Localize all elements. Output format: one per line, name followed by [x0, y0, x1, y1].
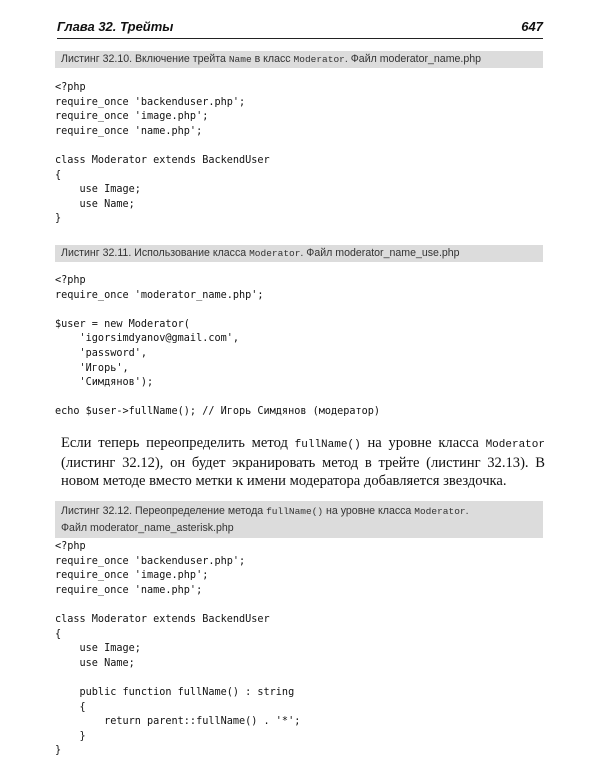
caption-text: на уровне класса: [323, 505, 415, 517]
caption-text: Листинг 32.10. Включение трейта: [61, 53, 229, 65]
caption-line-2: Файл moderator_name_asterisk.php: [61, 522, 234, 534]
caption-text: .: [465, 505, 469, 517]
caption-text: . Файл moderator_name_use.php: [300, 247, 460, 259]
body-paragraph: [61, 434, 545, 491]
paragraph-code: Moderator: [485, 439, 545, 451]
caption-code: Moderator: [249, 248, 301, 259]
caption-text: Листинг 32.12. Переопределение метода: [61, 505, 267, 517]
caption-code: Moderator: [414, 506, 466, 517]
listing-32-12-code: <?php require_once 'backenduser.php'; require_once 'image.php'; require_once 'name.php'; class Moderator extends BackendUser { use Image; use Name; public function fullName() : string { return parent::fullName() . '*'; } }: [55, 541, 301, 757]
caption-code: Name: [228, 54, 252, 65]
chapter-title: Глава 32. Трейты: [57, 19, 174, 34]
paragraph-text: на уровне класса: [360, 435, 486, 451]
listing-32-11-caption: [55, 245, 543, 262]
listing-32-10-caption: [55, 51, 543, 68]
caption-text: . Файл moderator_name.php: [344, 53, 482, 65]
page-header: [57, 18, 543, 39]
caption-line-1: [61, 503, 537, 520]
paragraph-text: (листинг 32.12), он будет экранировать метод в трейте (листинг 32.13). В новом методе вместо метки к имени модератора добавляется звездочка.: [61, 455, 545, 490]
paragraph-text: Если теперь переопределить метод: [61, 435, 295, 451]
caption-code: Moderator: [293, 54, 345, 65]
caption-text: Листинг 32.11. Использование класса: [61, 247, 250, 259]
page-number: 647: [521, 19, 543, 34]
listing-32-10-code: <?php require_once 'backenduser.php'; require_once 'image.php'; require_once 'name.php'; class Moderator extends BackendUser { use Image; use Name; }: [55, 82, 270, 225]
caption-code: fullName(): [266, 506, 324, 517]
caption-text: в класс: [251, 53, 294, 65]
paragraph-code: fullName(): [294, 439, 361, 451]
listing-32-12-caption: [55, 501, 543, 538]
listing-32-11-code: <?php require_once 'moderator_name.php'; $user = new Moderator( 'igorsimdyanov@gmail.com', 'password', 'Игорь', 'Симдянов'); echo $user->fullName(); // Игорь Симдянов (модератор): [55, 275, 381, 418]
